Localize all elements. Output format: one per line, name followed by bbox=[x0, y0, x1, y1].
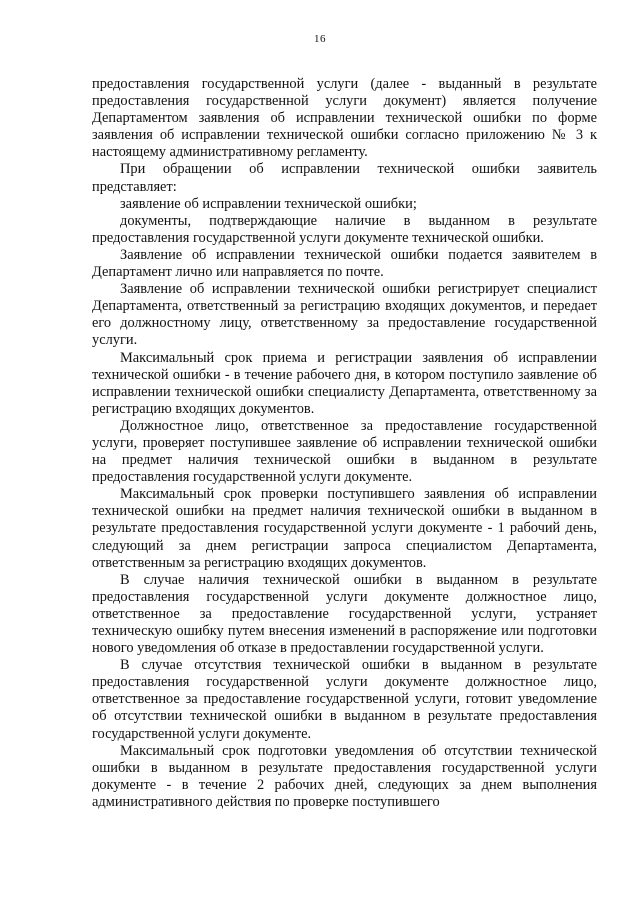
paragraph: Максимальный срок подготовки уведомления об отсутствии технической ошибки в выданном в результате предоставления государственной услуги документе - в течение 2 рабочих дней, следующих за днем выполнения административного действия по проверке поступившего bbox=[92, 742, 597, 810]
paragraph: заявление об исправлении технической ошибки; bbox=[120, 195, 417, 212]
paragraph: предоставления государственной услуги (далее - выданный в результате предоставления государственной услуги документ) является получение Департаментом заявления об исправлении технической ошибки по форме заявления об исправлении технической ошибки согласно приложению № 3 к настоящему административному регламенту. bbox=[92, 76, 597, 161]
document-body bbox=[92, 76, 597, 811]
paragraph: При обращении об исправлении технической ошибки заявитель представляет: bbox=[92, 161, 597, 195]
paragraph: Должностное лицо, ответственное за предоставление государственной услуги, проверяет поступившее заявление об исправлении технической ошибки на предмет наличия технической ошибки в выданном в результате предоставления государственной услуги документе. bbox=[92, 417, 597, 486]
paragraph: документы, подтверждающие наличие в выданном в результате предоставления государственной услуги документе технической ошибки. bbox=[92, 212, 597, 246]
paragraph: В случае отсутствия технической ошибки в выданном в результате предоставления государственной услуги документе должностное лицо, ответственное за предоставление государственной услуги, готовит уведомление об отсутствии технической ошибки в выданном в результате предоставления государственной услуги документе. bbox=[92, 657, 597, 742]
paragraph: Заявление об исправлении технической ошибки регистрирует специалист Департамента, ответственный за регистрацию входящих документов, и передает его должностному лицу, ответственному за предоставление государственной услуги. bbox=[92, 281, 597, 349]
paragraph: В случае наличия технической ошибки в выданном в результате предоставления государственной услуги документе должностное лицо, ответственное за предоставление государственной услуги, устраняет техническую ошибку путем внесения изменений в распоряжение или подготовки нового уведомления об отказе в предоставлении государственной услуги. bbox=[92, 571, 597, 657]
page-number: 16 bbox=[314, 33, 326, 45]
paragraph: Максимальный срок проверки поступившего заявления об исправлении технической ошибки на предмет наличия технической ошибки в выданном в результате предоставления государственной услуги документе - 1 рабочий день, следующий за днем регистрации запроса специалистом Департамента, ответственным за регистрацию входящих документов. bbox=[92, 486, 597, 571]
paragraph: Максимальный срок приема и регистрации заявления об исправлении технической ошибки - в течение рабочего дня, в котором поступило заявление об исправлении технической ошибки специалисту Департамента, ответственному за регистрацию входящих документов. bbox=[92, 349, 597, 417]
paragraph: Заявление об исправлении технической ошибки подается заявителем в Департамент лично или направляется по почте. bbox=[92, 246, 597, 281]
